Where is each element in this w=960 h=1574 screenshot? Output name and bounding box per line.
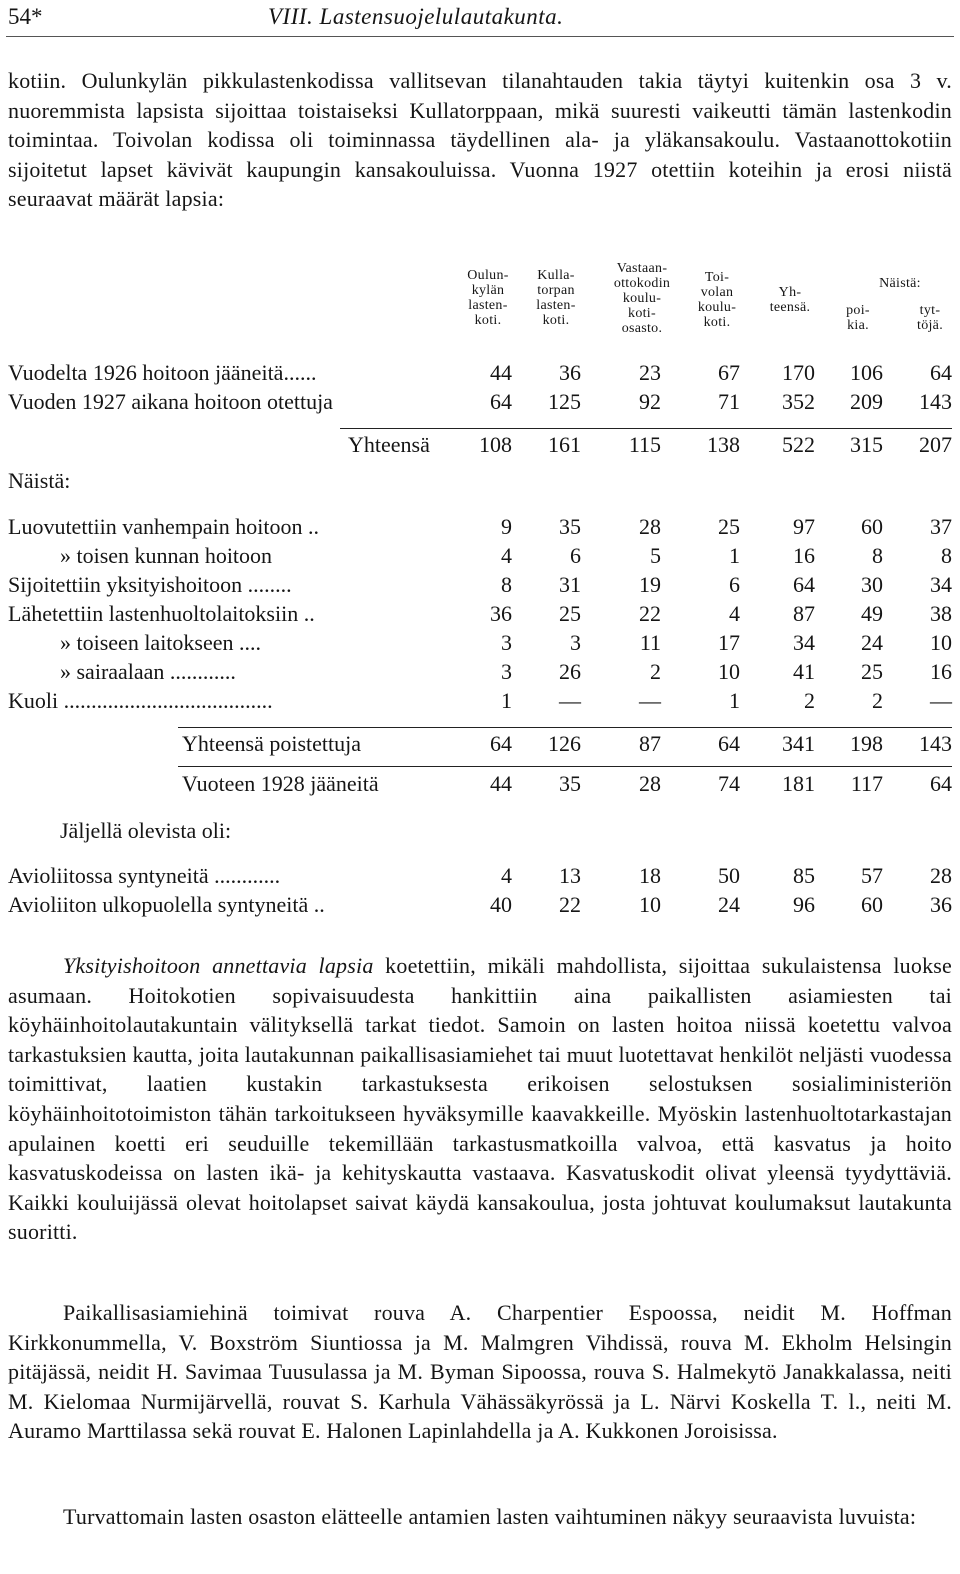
row-label: Lähetettiin lastenhuoltolaitoksiin ..: [8, 601, 315, 626]
cell-value: 352: [782, 389, 815, 414]
cell-value: 3: [570, 630, 581, 655]
cell-value: 2: [650, 659, 661, 684]
cell-value: 5: [650, 543, 661, 568]
row-label: Yhteensä: [348, 432, 430, 457]
cell-value: 36: [559, 360, 581, 385]
column-header: Vastaan- ottokodin koulu- koti- osasto.: [613, 261, 671, 336]
table-row: [0, 892, 960, 922]
table-rule: [340, 428, 952, 429]
cell-value: 64: [930, 360, 952, 385]
paragraph-closing: [8, 1502, 952, 1532]
cell-value: 25: [718, 514, 740, 539]
cell-value: 25: [559, 601, 581, 626]
cell-value: 209: [850, 389, 883, 414]
cell-value: 18: [639, 863, 661, 888]
cell-value: —: [559, 688, 581, 713]
cell-value: 44: [490, 771, 512, 796]
cell-value: 11: [639, 630, 661, 655]
cell-value: 125: [548, 389, 581, 414]
cell-value: 106: [850, 360, 883, 385]
cell-value: 35: [559, 771, 581, 796]
intro-paragraph: kotiin. Oulunkylän pikkulastenkodissa vallitsevan tilanahtauden takia täytyi kuitenkin osa 3 v. nuoremmista lapsista sijoittaa toistaiseksi Kullatorppaan, mikä suuresti vaikeutti tämän lastenkodin toimintaa. Toivolan kodissa oli toiminnassa täydellinen ala- ja yläkansakoulu. Vastaanottokotiin sijoitetut lapset kävivät kaupungin kansakouluissa. Vuonna 1927 otettiin koteihin ja erosi niistä seuraavat määrät lapsia:: [8, 68, 952, 212]
cell-value: 207: [919, 432, 952, 457]
cell-value: 8: [501, 572, 512, 597]
cell-value: 10: [639, 892, 661, 917]
cell-value: 64: [490, 731, 512, 756]
row-label: Luovutettiin vanhempain hoitoon ..: [8, 514, 320, 539]
row-label: Avioliiton ulkopuolella syntyneitä ..: [8, 892, 325, 917]
cell-value: 64: [793, 572, 815, 597]
running-header: [0, 0, 960, 34]
cell-value: —: [930, 688, 952, 713]
cell-value: 1: [729, 688, 740, 713]
chapter-title: VIII. Lastensuojelulautakunta.: [268, 4, 564, 29]
cell-value: 108: [479, 432, 512, 457]
cell-value: 36: [930, 892, 952, 917]
row-label: Vuoden 1927 aikana hoitoon otettuja: [8, 389, 333, 414]
row-label: Näistä:: [8, 468, 71, 493]
cell-value: 4: [501, 543, 512, 568]
column-header: Kulla- torpan lasten- koti.: [536, 268, 576, 328]
table-row: [0, 688, 960, 718]
cell-value: 30: [861, 572, 883, 597]
row-label: Vuodelta 1926 hoitoon jääneitä......: [8, 360, 317, 385]
row-label: Avioliitossa syntyneitä ............: [8, 863, 281, 888]
page-number: 54*: [8, 4, 43, 29]
cell-value: 115: [628, 432, 661, 457]
cell-value: 143: [919, 389, 952, 414]
cell-value: 64: [930, 771, 952, 796]
cell-value: —: [639, 688, 661, 713]
cell-value: 34: [793, 630, 815, 655]
cell-value: 138: [707, 432, 740, 457]
cell-value: 19: [639, 572, 661, 597]
cell-value: 10: [930, 630, 952, 655]
cell-value: 67: [718, 360, 740, 385]
row-label: Sijoitettiin yksityishoitoon ........: [8, 572, 292, 597]
cell-value: 24: [718, 892, 740, 917]
table-row: [0, 601, 960, 631]
cell-value: 23: [639, 360, 661, 385]
row-label: Yhteensä poistettuja: [182, 731, 362, 756]
row-label: » toiseen laitokseen ....: [60, 630, 262, 655]
table-row: [0, 863, 960, 893]
cell-value: 3: [501, 630, 512, 655]
cell-value: 6: [729, 572, 740, 597]
table-row: [0, 659, 960, 689]
cell-value: 170: [782, 360, 815, 385]
cell-value: 117: [850, 771, 883, 796]
cell-value: 22: [559, 892, 581, 917]
column-group-header: Näistä:: [879, 276, 921, 291]
cell-value: 38: [930, 601, 952, 626]
column-header: Oulun- kylän lasten- koti.: [467, 268, 509, 328]
cell-value: 9: [501, 514, 512, 539]
column-header: tyt- töjä.: [917, 303, 943, 333]
cell-value: 10: [718, 659, 740, 684]
paragraph-closing-text: Turvattomain lasten osaston elätteelle antamien lasten vaihtuminen näkyy seuraavista luvuista:: [63, 1504, 917, 1529]
cell-value: 16: [930, 659, 952, 684]
row-label: Kuoli ......................................: [8, 688, 273, 713]
cell-value: 57: [861, 863, 883, 888]
cell-value: 36: [490, 601, 512, 626]
cell-value: 2: [872, 688, 883, 713]
cell-value: 25: [861, 659, 883, 684]
cell-value: 26: [559, 659, 581, 684]
cell-value: 60: [861, 892, 883, 917]
cell-value: 181: [782, 771, 815, 796]
paragraph-agents: [8, 1298, 952, 1446]
cell-value: 37: [930, 514, 952, 539]
table-row: [0, 572, 960, 602]
cell-value: 8: [872, 543, 883, 568]
cell-value: 34: [930, 572, 952, 597]
cell-value: 97: [793, 514, 815, 539]
cell-value: 126: [548, 731, 581, 756]
cell-value: 96: [793, 892, 815, 917]
cell-value: 13: [559, 863, 581, 888]
table-section-heading: [0, 468, 960, 498]
cell-value: 161: [548, 432, 581, 457]
cell-value: 315: [850, 432, 883, 457]
paragraph-agents-text: Paikallisasiamiehinä toimivat rouva A. Charpentier Espoossa, neidit M. Hoffman Kirkkonummella, V. Boxström Siuntiossa ja M. Malmgren Vihdissä, rouva M. Ekholm Helsingin pitäjässä, neidit H. Savimaa Tuusulassa ja M. Byman Sipoossa, rouva S. Halmekytö Janakkalassa, neiti M. Kielomaa Nurmijärvellä, rouvat S. Karhula Vähässäkyrössä ja L. Närvi Koskella T. l., neiti M. Auramo Marttilassa sekä rouvat E. Halonen Lapinlahdella ja A. Kukkonen Joroisissa.: [8, 1300, 952, 1444]
cell-value: 522: [782, 432, 815, 457]
cell-value: 71: [718, 389, 740, 414]
cell-value: 4: [501, 863, 512, 888]
statistics-table: [0, 258, 960, 938]
paragraph-lead-italic: Yksityishoitoon annettavia lapsia: [63, 953, 374, 978]
cell-value: 8: [941, 543, 952, 568]
paragraph-placement-text: koetettiin, mikäli mahdollista, sijoittaa sukulaistensa luokse asumaan. Hoitokotien sopivaisuudesta hankittiin aina paikallisten asiamiesten tai köyhäinhoitolautakuntain välityksellä tarkat tiedot. Samoin on lasten hoitoa niissä koetettu valvoa tarkastuksien kautta, joita lautakunnan paikallisasiamiehet tai muut luotettavat henkilöt neljästi vuodessa toimittivat, laatien kustakin tarkastuksesta erikoisen selostuksen sosialiministeriön köyhäinhoitotoimiston tähän tarkoitukseen hyväksymille kaavakkeille. Myöskin lastenhuoltotarkastajan apulainen koetti eri seuduille tekemillään tarkastusmatkoilla valvoa, että kasvatus ja hoito kasvatuskodeissa on lasten ikä- ja kehityskautta vastaava. Kasvatuskodit olivat yleensä tyydyttäviä. Kaikki kouluijässä olevat hoitolapset saivat käydä kansakoulua, josta johtuvat koulumaksut lautakunta suoritti.: [8, 953, 953, 1245]
cell-value: 31: [559, 572, 581, 597]
table-row: [0, 543, 960, 573]
cell-value: 2: [804, 688, 815, 713]
cell-value: 17: [718, 630, 740, 655]
row-label: » sairaalaan ............: [60, 659, 236, 684]
table-row: [0, 630, 960, 660]
cell-value: 41: [793, 659, 815, 684]
cell-value: 64: [490, 389, 512, 414]
cell-value: 28: [930, 863, 952, 888]
cell-value: 87: [793, 601, 815, 626]
cell-value: 40: [490, 892, 512, 917]
cell-value: 64: [718, 731, 740, 756]
cell-value: 92: [639, 389, 661, 414]
table-row: [0, 514, 960, 544]
cell-value: 22: [639, 601, 661, 626]
row-label: » toisen kunnan hoitoon: [60, 543, 273, 568]
cell-value: 74: [718, 771, 740, 796]
cell-value: 85: [793, 863, 815, 888]
cell-value: 143: [919, 731, 952, 756]
header-rule: [6, 36, 954, 37]
cell-value: 341: [782, 731, 815, 756]
row-label: Vuoteen 1928 jääneitä: [182, 771, 379, 796]
column-header: Yh- teensä.: [769, 285, 811, 315]
cell-value: 198: [850, 731, 883, 756]
table-rule: [178, 766, 952, 767]
cell-value: 6: [570, 543, 581, 568]
cell-value: 28: [639, 514, 661, 539]
cell-value: 16: [793, 543, 815, 568]
table-row: [0, 432, 960, 462]
paragraph-placement: [8, 951, 952, 1247]
column-header: Toi- volan koulu- koti.: [697, 270, 737, 330]
cell-value: 4: [729, 601, 740, 626]
table-section-heading: [0, 818, 960, 848]
cell-value: 1: [729, 543, 740, 568]
table-row: [0, 731, 960, 761]
table-rule: [178, 727, 952, 728]
table-row: [0, 771, 960, 801]
cell-value: 3: [501, 659, 512, 684]
cell-value: 35: [559, 514, 581, 539]
cell-value: 24: [861, 630, 883, 655]
cell-value: 50: [718, 863, 740, 888]
cell-value: 49: [861, 601, 883, 626]
cell-value: 28: [639, 771, 661, 796]
table-row: [0, 360, 960, 390]
row-label: Jäljellä olevista oli:: [60, 818, 232, 843]
cell-value: 1: [501, 688, 512, 713]
column-header: poi- kia.: [846, 303, 870, 333]
cell-value: 60: [861, 514, 883, 539]
cell-value: 87: [639, 731, 661, 756]
table-row: [0, 389, 960, 419]
cell-value: 44: [490, 360, 512, 385]
